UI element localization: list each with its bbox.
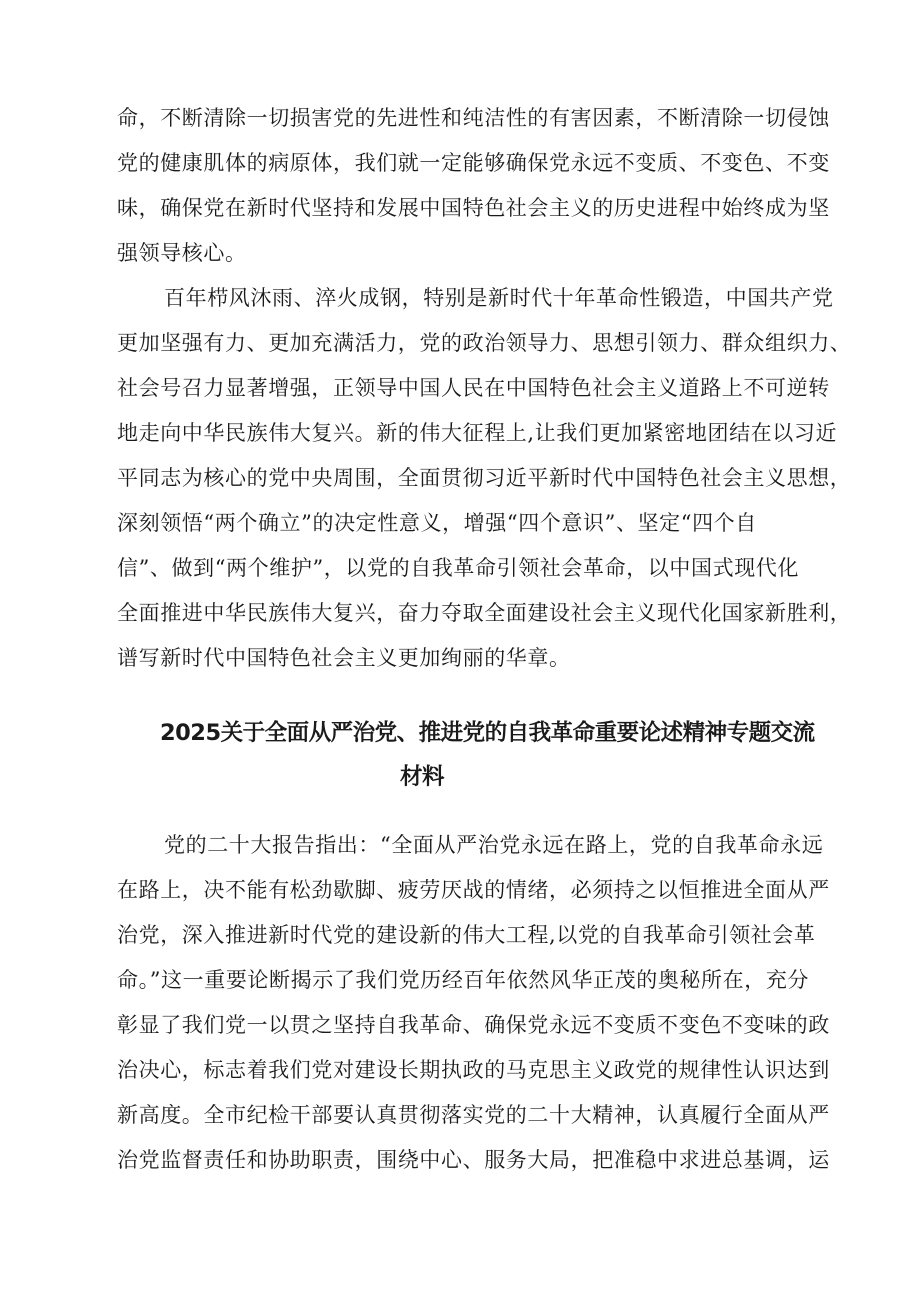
text-line: 治决心，标志着我们党对建设长期执政的马克思主义政党的规律性认识达到: [117, 1058, 830, 1082]
text-line: 谱写新时代中国特色社会主义更加绚丽的华章。: [117, 646, 571, 670]
text-line: 党的二十大报告指出：“全面从严治党永远在路上，党的自我革命永远: [164, 833, 824, 857]
text-line: 新高度。全市纪检干部要认真贯彻落实党的二十大精神，认真履行全面从严: [117, 1103, 830, 1127]
text-line: 命。”这一重要论断揭示了我们党历经百年依然风华正茂的奥秘所在，充分: [117, 968, 810, 992]
text-line: 味，确保党在新时代坚持和发展中国特色社会主义的历史进程中始终成为坚: [117, 196, 830, 220]
text-line: 党的健康肌体的病原体，我们就一定能够确保党永远不变质、不变色、不变: [117, 151, 830, 175]
text-line: 命，不断清除一切损害党的先进性和纯洁性的有害因素，不断清除一切侵蚀: [117, 106, 830, 130]
text-line: 社会号召力显著增强，正领导中国人民在中国特色社会主义道路上不可逆转: [117, 376, 830, 400]
text-line: 治党，深入推进新时代党的建设新的伟大工程,以党的自我革命引领社会革: [117, 923, 816, 947]
text-line: 深刻领悟“两个确立”的决定性意义，增强“四个意识”、坚定“四个自: [117, 511, 757, 535]
section-title-line: 2025关于全面从严治党、推进党的自我革命重要论述精神专题交流: [160, 720, 815, 746]
text-line: 治党监督责任和协助职责，围绕中心、服务大局，把准稳中求进总基调，运: [117, 1148, 830, 1172]
section-title-line: 材料: [400, 764, 445, 790]
text-line: 在路上，决不能有松劲歇脚、疲劳厌战的情绪，必须持之以恒推进全面从严: [117, 878, 830, 902]
text-line: 信”、做到“两个维护”，以党的自我革命引领社会革命，以中国式现代化: [117, 556, 800, 580]
text-line: 百年栉风沐雨、淬火成钢，特别是新时代十年革命性锻造，中国共产党: [164, 286, 834, 310]
text-line: 平同志为核心的党中央周围，全面贯彻习近平新时代中国特色社会主义思想，: [117, 466, 852, 490]
text-line: 更加坚强有力、更加充满活力，党的政治领导力、思想引领力、群众组织力、: [117, 331, 852, 355]
text-line: 地走向中华民族伟大复兴。新的伟大征程上,让我们更加紧密地团结在以习近: [117, 421, 838, 445]
text-line: 强领导核心。: [117, 241, 247, 265]
text-line: 彰显了我们党一以贯之坚持自我革命、确保党永远不变质不变色不变味的政: [117, 1013, 830, 1037]
text-line: 全面推进中华民族伟大复兴，奋力夺取全面建设社会主义现代化国家新胜利，: [117, 601, 852, 625]
